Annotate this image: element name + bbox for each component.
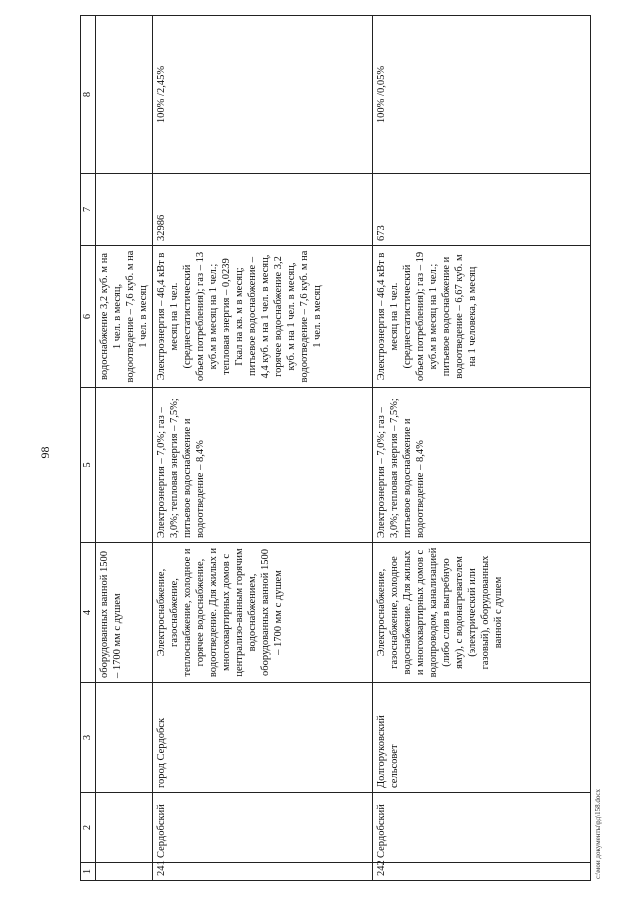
row-number: 241 [153, 863, 373, 881]
col-header-7: 7 [81, 174, 96, 246]
share-cell: 100% /2,45% [153, 16, 373, 174]
district-cell: Сердобский [153, 793, 373, 863]
table-row [153, 16, 373, 881]
indexes-cell: Электроэнергия – 7,0%; газ – 3,0%; тепловая энергия – 7,5%; питьевое водоснабжение и водоотведение – 8,4% [153, 388, 373, 543]
continuation-norms: водоснабжение 3,2 куб. м на 1 чел. в месяц, водоотведение – 7,6 куб. м на 1 чел. в месяц [96, 246, 153, 388]
norms-cell: Электроэнергия – 46,4 кВт в месяц на 1 чел. (среднестатистический объем потребления); газ – 19 куб.м в месяц на 1 чел.; питьевое водоснабжение и водоотведение – 6,67 куб. м на 1 человека, в месяц [373, 246, 591, 388]
continuation-services: оборудованных ванной 1500 – 1700 мм с душем [96, 543, 153, 683]
tariff-table [80, 15, 591, 881]
services-cell: Электроснабжение, газоснабжение, теплоснабжение, холодное и горячее водоснабжение, водоотведение. Для жилых и многоквартирных домов с централизо-ванным горячим водоснабжением, оборудованных ванной 1500 – 1700 мм с душем [153, 543, 373, 683]
norms-cell: Электроэнергия – 46,4 кВт в месяц на 1 чел. (среднестатистический объем потребления); газ – 13 куб.м в месяц на 1 чел.; тепловая энергия – 0,0239 Гкал на кв. м в месяц; питьевое водоснабжение – 4,4 куб. м на 1 чел. в месяц, горячее водоснабжение 3,2 куб. м на 1 чел. в месяц, водоотведение – 7,6 куб. м на 1 чел. в месяц [153, 246, 373, 388]
file-path-footer: c:\мои документы\рд\158.docx [594, 789, 602, 879]
district-cell: Сердобский [373, 793, 591, 863]
col-header-6: 6 [81, 246, 96, 388]
population-cell: 673 [373, 174, 591, 246]
settlement-cell: Долгоруковский сельсовет [373, 683, 591, 793]
population-cell: 32986 [153, 174, 373, 246]
continuation-row [96, 16, 153, 881]
col-header-3: 3 [81, 683, 96, 793]
header-row [81, 16, 96, 881]
col-header-5: 5 [81, 388, 96, 543]
services-cell: Электроснабжение, газоснабжение, холодное водоснабжение. Для жилых и многоквартирных домов с водопроводом, канализацией (либо слив в выгребную яму), с водонагревателем (электрический или газовый), оборудованных ванной с душем [373, 543, 591, 683]
table-row [373, 16, 591, 881]
settlement-cell: город Сердобск [153, 683, 373, 793]
row-number: 242 [373, 863, 591, 881]
col-header-8: 8 [81, 16, 96, 174]
page-number: 98 [38, 446, 52, 459]
col-header-4: 4 [81, 543, 96, 683]
indexes-cell: Электроэнергия – 7,0%; газ – 3,0%; тепловая энергия – 7,5%; питьевое водоснабжение и водоотведение – 8,4% [373, 388, 591, 543]
col-header-2: 2 [81, 793, 96, 863]
share-cell: 100% /0,05% [373, 16, 591, 174]
col-header-1: 1 [81, 863, 96, 881]
